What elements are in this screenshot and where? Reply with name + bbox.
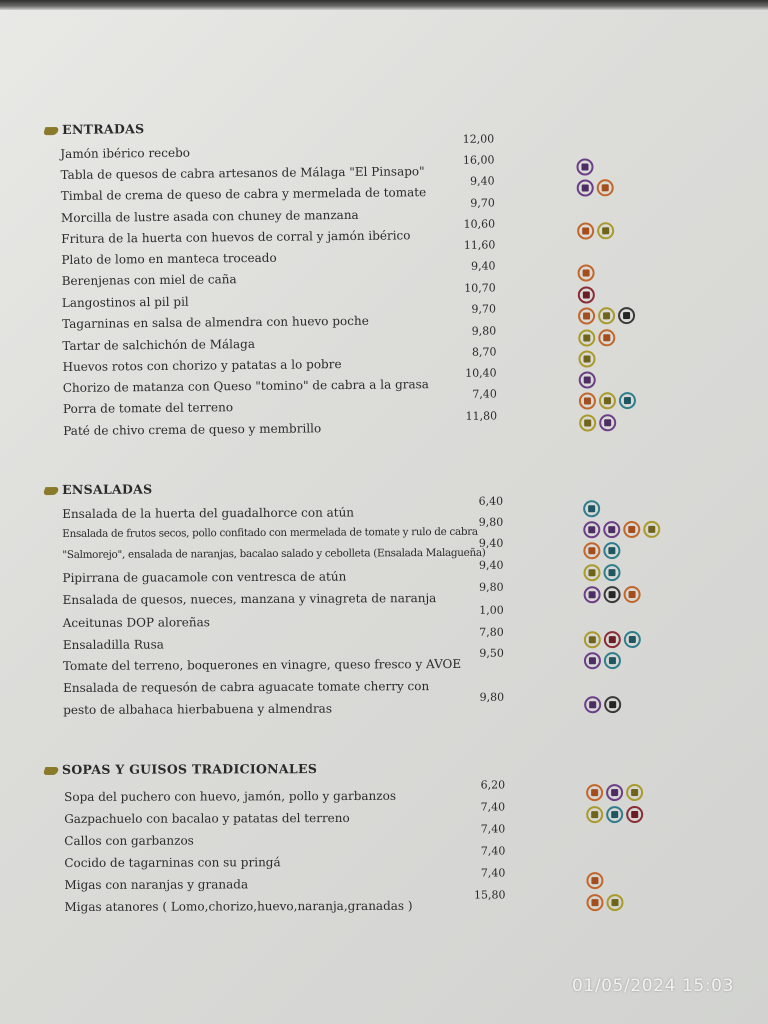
allergen-symbol-icon	[609, 636, 616, 643]
allergen-symbol-icon	[623, 312, 630, 319]
item-price: 9,50	[479, 646, 504, 660]
item-name: Callos con garbanzos	[64, 833, 194, 848]
item-price: 16,00	[462, 153, 495, 167]
allergen-orange-icon	[579, 392, 596, 409]
leaf-icon	[43, 487, 60, 495]
allergen-dark-icon	[604, 586, 621, 603]
item-price: 7,80	[479, 625, 504, 639]
allergen-symbol-icon	[611, 811, 618, 818]
item-price: 1,00	[479, 603, 504, 617]
allergen-purple-icon	[603, 521, 620, 538]
item-price: 11,60	[463, 238, 496, 252]
allergen-olive-icon	[606, 894, 623, 911]
allergen-icons	[584, 631, 641, 648]
item-name: Langostinos al pil pil	[61, 294, 189, 310]
allergen-purple-icon	[599, 414, 616, 431]
allergen-symbol-icon	[588, 526, 595, 533]
item-price: 8,70	[471, 345, 497, 359]
item-price: 6,20	[480, 778, 506, 792]
allergen-purple-icon	[583, 521, 600, 538]
allergen-symbol-icon	[589, 636, 596, 643]
allergen-symbol-icon	[629, 591, 636, 598]
item-name: Pipirrana de guacamole con ventresca de atún	[62, 569, 347, 585]
allergen-purple-icon	[584, 696, 601, 713]
allergen-symbol-icon	[604, 397, 611, 404]
allergen-olive-icon	[597, 222, 614, 239]
item-name: Jamón ibérico recebo	[60, 145, 191, 161]
item-price: 9,40	[470, 174, 495, 188]
allergen-icons	[577, 222, 614, 239]
item-name: Migas con naranjas y granada	[64, 877, 249, 892]
allergen-orange-icon	[586, 784, 603, 801]
menu-item	[62, 646, 703, 680]
allergen-symbol-icon	[609, 591, 616, 598]
allergen-orange-icon	[598, 329, 615, 346]
item-price: 9,70	[471, 302, 497, 316]
allergen-maroon-icon	[626, 806, 643, 823]
allergen-symbol-icon	[589, 591, 596, 598]
allergen-orange-icon	[583, 542, 600, 559]
section-title	[44, 121, 144, 137]
item-price: 9,40	[478, 558, 504, 572]
allergen-olive-icon	[599, 392, 616, 409]
section-title-text: ENSALADAS	[61, 481, 153, 497]
item-name: Huevos rotos con chorizo y patatas a lo pobre	[62, 357, 342, 374]
item-name: Berenjenas con miel de caña	[61, 272, 237, 288]
allergen-teal-icon	[619, 392, 636, 409]
item-price: 9,40	[478, 536, 504, 550]
item-price: 9,40	[470, 259, 496, 273]
item-name: Migas atanores ( Lomo,chorizo,huevo,naranja,granadas )	[64, 898, 413, 914]
item-name: Ensalada de la huerta del guadalhorce con atún	[62, 505, 355, 521]
allergen-symbol-icon	[591, 877, 598, 884]
item-price: 7,40	[480, 800, 506, 814]
allergen-symbol-icon	[583, 269, 590, 276]
allergen-symbol-icon	[583, 334, 590, 341]
item-name: Cocido de tagarninas con su pringá	[64, 855, 281, 870]
item-name: Porra de tomate del terreno	[62, 400, 234, 416]
allergen-icons	[586, 872, 603, 889]
allergen-symbol-icon	[591, 811, 598, 818]
allergen-symbol-icon	[608, 569, 615, 576]
allergen-purple-icon	[606, 784, 623, 801]
allergen-icons	[583, 521, 660, 538]
allergen-symbol-icon	[602, 184, 609, 191]
allergen-symbol-icon	[582, 227, 589, 234]
allergen-symbol-icon	[588, 505, 595, 512]
allergen-symbol-icon	[648, 526, 655, 533]
allergen-teal-icon	[583, 500, 600, 517]
item-price: 15,80	[473, 888, 506, 902]
item-name: Sopa del puchero con huevo, jamón, pollo y garbanzos	[64, 788, 396, 804]
item-name: Fritura de la huerta con huevos de corral y jamón ibérico	[61, 228, 411, 246]
allergen-orange-icon	[577, 222, 594, 239]
allergen-icons	[586, 784, 643, 801]
allergen-orange-icon	[578, 307, 595, 324]
allergen-symbol-icon	[583, 312, 590, 319]
allergen-symbol-icon	[591, 899, 598, 906]
menu-item	[63, 690, 703, 724]
item-price: 9,80	[479, 580, 504, 594]
leaf-icon	[43, 127, 60, 135]
item-price: 11,80	[465, 409, 498, 423]
allergen-teal-icon	[624, 631, 641, 648]
item-name: Ensalada de frutos secos, pollo confitado con mermelada de tomate y rulo de cabra	[62, 525, 478, 540]
menu-item	[64, 822, 704, 858]
allergen-maroon-icon	[604, 631, 621, 648]
leaf-icon	[43, 767, 60, 775]
allergen-symbol-icon	[584, 376, 591, 383]
allergen-symbol-icon	[609, 657, 616, 664]
item-name: Tomate del terreno, boquerones en vinagre, queso fresco y AVOE	[62, 656, 462, 673]
allergen-symbol-icon	[602, 227, 609, 234]
allergen-olive-icon	[643, 521, 660, 538]
menu-page	[0, 6, 768, 1024]
allergen-symbol-icon	[608, 526, 615, 533]
allergen-dark-icon	[618, 307, 635, 324]
item-price: 9,80	[478, 515, 504, 529]
item-price: 9,70	[470, 196, 495, 210]
allergen-olive-icon	[579, 414, 596, 431]
allergen-teal-icon	[603, 564, 620, 581]
item-name: Tagarninas en salsa de almendra con huevo poche	[62, 313, 369, 331]
item-name: Tartar de salchichón de Málaga	[62, 336, 256, 353]
allergen-symbol-icon	[588, 569, 595, 576]
menu-item	[64, 800, 704, 836]
allergen-olive-icon	[626, 784, 643, 801]
item-name: Tabla de quesos de cabra artesanos de Málaga "El Pinsapo"	[60, 164, 425, 182]
allergen-icons	[583, 500, 600, 517]
item-name: Ensaladilla Rusa	[62, 637, 164, 652]
allergen-symbol-icon	[631, 811, 638, 818]
item-name: Gazpachuelo con bacalao y patatas del terreno	[64, 810, 350, 826]
item-price: 9,80	[479, 690, 505, 704]
allergen-orange-icon	[623, 521, 640, 538]
allergen-symbol-icon	[583, 291, 590, 298]
allergen-symbol-icon	[584, 419, 591, 426]
allergen-icons	[579, 371, 596, 388]
allergen-icons	[578, 264, 595, 281]
allergen-symbol-icon	[624, 397, 631, 404]
allergen-symbol-icon	[589, 701, 596, 708]
allergen-icons	[579, 414, 616, 431]
menu-item	[64, 888, 704, 921]
allergen-symbol-icon	[629, 636, 636, 643]
allergen-icons	[577, 179, 614, 196]
section-title	[44, 482, 153, 498]
allergen-symbol-icon	[581, 163, 588, 170]
allergen-purple-icon	[577, 179, 594, 196]
allergen-icons	[586, 806, 643, 823]
item-name: Morcilla de lustre asada con chuney de manzana	[60, 207, 359, 225]
allergen-teal-icon	[604, 652, 621, 669]
allergen-purple-icon	[576, 158, 593, 175]
allergen-symbol-icon	[608, 547, 615, 554]
item-price: 6,40	[478, 494, 504, 508]
item-price: 10,70	[464, 281, 496, 295]
item-price: 10,40	[465, 366, 497, 380]
allergen-icons	[576, 158, 593, 175]
allergen-icons	[583, 542, 620, 559]
allergen-orange-icon	[578, 264, 595, 281]
allergen-icons	[584, 652, 621, 669]
allergen-icons	[584, 586, 641, 603]
allergen-dark-icon	[604, 696, 621, 713]
allergen-olive-icon	[578, 350, 595, 367]
allergen-symbol-icon	[589, 657, 596, 664]
item-price: 9,80	[471, 324, 497, 338]
allergen-icons	[583, 564, 620, 581]
allergen-orange-icon	[586, 872, 603, 889]
allergen-symbol-icon	[582, 184, 589, 191]
allergen-orange-icon	[597, 179, 614, 196]
allergen-teal-icon	[606, 806, 623, 823]
allergen-icons	[579, 392, 636, 410]
item-name: "Salmorejo", ensalada de naranjas, bacalao salado y cebolleta (Ensalada Malagueña)	[62, 546, 486, 561]
allergen-purple-icon	[579, 371, 596, 388]
item-price: 7,40	[480, 866, 506, 880]
item-price: 7,40	[480, 822, 506, 836]
item-price: 10,60	[463, 217, 496, 231]
allergen-symbol-icon	[588, 547, 595, 554]
allergen-olive-icon	[584, 631, 601, 648]
item-name: Ensalada de requesón de cabra aguacate tomate cherry con	[63, 679, 430, 695]
item-name: Ensalada de quesos, nueces, manzana y vinagreta de naranja	[62, 591, 437, 607]
allergen-icons	[584, 696, 621, 713]
allergen-orange-icon	[586, 894, 603, 911]
allergen-symbol-icon	[604, 419, 611, 426]
allergen-icons	[578, 286, 595, 303]
allergen-olive-icon	[583, 564, 600, 581]
section-title-text: SOPAS Y GUISOS TRADICIONALES	[61, 761, 318, 777]
item-price: 7,40	[480, 844, 506, 858]
allergen-symbol-icon	[584, 397, 591, 404]
menu-item	[62, 580, 703, 614]
item-name: Aceitunas DOP aloreñas	[62, 615, 210, 630]
allergen-symbol-icon	[591, 789, 598, 796]
allergen-icons	[586, 894, 623, 911]
allergen-olive-icon	[578, 329, 595, 346]
menu-item	[64, 844, 704, 880]
item-name: pesto de albahaca hierbabuena y almendras	[63, 701, 333, 717]
photo-timestamp: 01/05/2024 15:03	[572, 976, 734, 996]
allergen-symbol-icon	[603, 312, 610, 319]
allergen-olive-icon	[598, 307, 615, 324]
item-price: 7,40	[472, 387, 497, 401]
allergen-symbol-icon	[628, 526, 635, 533]
allergen-purple-icon	[584, 652, 601, 669]
allergen-purple-icon	[584, 586, 601, 603]
allergen-orange-icon	[624, 586, 641, 603]
section-title-text: ENTRADAS	[61, 121, 145, 137]
allergen-maroon-icon	[578, 286, 595, 303]
allergen-icons	[578, 307, 635, 325]
allergen-symbol-icon	[611, 899, 618, 906]
allergen-symbol-icon	[631, 789, 638, 796]
allergen-symbol-icon	[609, 701, 616, 708]
item-name: Plato de lomo en manteca troceado	[61, 250, 277, 267]
item-name: Paté de chivo crema de queso y membrillo	[63, 421, 322, 438]
allergen-symbol-icon	[611, 789, 618, 796]
allergen-teal-icon	[603, 542, 620, 559]
item-price: 12,00	[462, 132, 495, 146]
item-name: Chorizo de matanza con Queso "tomino" de cabra a la grasa	[62, 377, 429, 395]
allergen-olive-icon	[586, 806, 603, 823]
allergen-icons	[578, 350, 595, 367]
item-name: Timbal de crema de queso de cabra y mermelada de tomate	[60, 185, 427, 203]
allergen-symbol-icon	[603, 334, 610, 341]
allergen-symbol-icon	[583, 355, 590, 362]
section-title	[44, 761, 317, 777]
allergen-icons	[578, 329, 615, 346]
